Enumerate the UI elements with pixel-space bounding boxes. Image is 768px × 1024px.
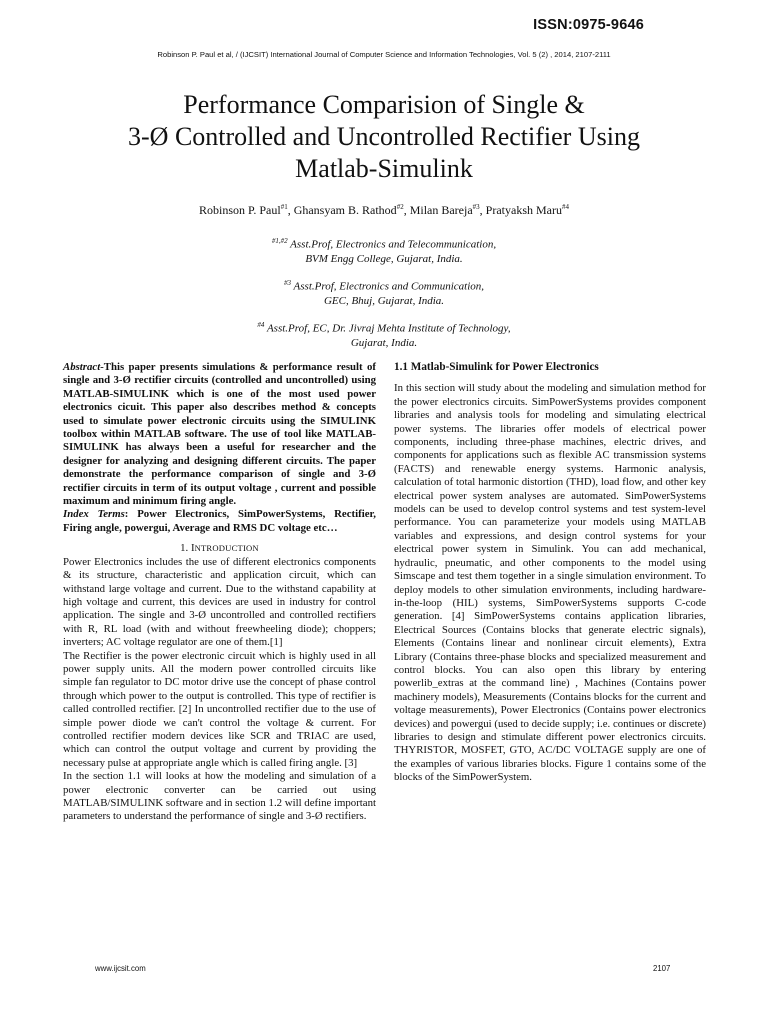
affiliation-mark: #1,#2 <box>271 237 288 245</box>
paragraph: Power Electronics includes the use of different electronics components & its structure, characteristic and application circuit, which can withstand large voltage and current. Due to the withstand capability at high voltage and current, this devices are used in industry for control application. The single and 3-Ø uncontrolled and controlled rectifiers with R, RL load (with and without freewheeling diode); choppers; inverters; AC voltage regulator are one of them.[1] <box>63 555 376 649</box>
paragraph: The Rectifier is the power electronic circuit which is highly used in all power supply units. All the modern power controlled circuits like simple fan regulator to DC motor drive use the concept of phase control through which power to the output is controlled. This type of rectifier is called controlled rectifier. [2] In uncontrolled rectifier due to the use of simple power diode we can't control the voltage & current. For controlled rectifier modern devices like SCR and TRIAC are used, which can control the output voltage and current by providing the necessary pulse at appropriate angle which is called firing angle. [3] <box>63 649 376 769</box>
affiliation-3 <box>0 318 768 350</box>
footer-website: www.ijcsit.com <box>95 964 146 973</box>
index-terms <box>63 508 376 535</box>
footer-page-number: 2107 <box>653 964 671 973</box>
index-terms-lead: Index Terms <box>63 508 125 521</box>
affiliation-line: Gujarat, India. <box>350 336 418 349</box>
author-mark: #2 <box>396 203 404 211</box>
section-heading: 1.1 Matlab-Simulink for Power Electronics <box>394 361 599 373</box>
abstract-lead: Abstract- <box>63 361 104 373</box>
affiliation-line: BVM Engg College, Gujarat, India. <box>305 252 463 265</box>
left-column <box>63 361 376 824</box>
affiliation-line: GEC, Bhuj, Gujarat, India. <box>323 294 445 307</box>
paragraph: In the section 1.1 will looks at how the modeling and simulation of a power electronic converter can be carried out using MATLAB/SIMULINK software and in section 1.2 will define important parameters to understand the performance of single and 3-Ø rectifiers. <box>63 770 376 823</box>
author-list <box>0 203 768 218</box>
title-line-2: 3-Ø Controlled and Uncontrolled Rectifier Using <box>128 122 640 151</box>
issn-label: ISSN:0975-9646 <box>533 17 644 33</box>
affiliation-2 <box>0 276 768 308</box>
author-name: Robinson P. Paul <box>199 203 281 217</box>
right-column <box>394 361 706 785</box>
running-header: Robinson P. Paul et al, / (IJCSIT) International Journal of Computer Science and Information Technologies, Vol. 5 (2) , 2014, 2107-2111 <box>157 50 611 59</box>
author-separator: , <box>287 203 294 217</box>
title-line-3: Matlab-Simulink <box>295 154 473 183</box>
affiliation-mark: #3 <box>284 279 291 287</box>
author-name: Milan Bareja <box>409 203 473 217</box>
author-name: Pratyaksh Maru <box>485 203 562 217</box>
paper-title <box>40 89 728 185</box>
author-separator: , <box>403 203 410 217</box>
introduction-heading: 1. INTRODUCTION <box>180 542 259 555</box>
affiliation-line: Asst.Prof, EC, Dr. Jivraj Mehta Institute of Technology, <box>264 322 511 335</box>
title-line-1: Performance Comparision of Single & <box>183 90 585 119</box>
abstract-text: This paper presents simulations & performance result of single and 3-Ø rectifier circuits (controlled and uncontrolled) using MATLAB-SIMULINK which is one of the most used power electronics cicuit. This paper also describes method & concepts used to simulate power electronic circuits using the SIMULINK toolbox within MATLAB software. The use of tool like MATLAB-SIMULINK has always been a useful for researcher and the designer for analyzing and designing different circuits. The paper demonstrate the performance comparison of single and 3-Ø rectifier circuits in term of its output voltage , current and possible maximum and minimum firing angle. <box>63 361 376 508</box>
index-terms-text: : Power Electronics, SimPowerSystems, Rectifier, Firing angle, powergui, Average and RMS DC voltage etc… <box>63 508 376 534</box>
author-mark: #4 <box>562 203 569 211</box>
author-mark: #3 <box>472 203 480 211</box>
affiliation-line: Asst.Prof, Electronics and Telecommunication, <box>287 238 497 251</box>
paragraph: In this section will study about the modeling and simulation method for the power electronics circuits. SimPowerSystems provides component libraries and analysis tools for modeling and simulating electrical power systems. The libraries offer models of electrical power components, including three-phase machines, electric drives, and components for applications such as flexible AC transmission systems (FACTS) and renewable energy systems. Harmonic analysis, calculation of total harmonic distortion (THD), load flow, and other key electrical power system analyses are automated. SimPowerSystems models can be used to develop control systems and test system-level performance. You can parameterize your models using MATLAB variables and expressions, and design control systems for your electrical power system in Simulink. You can add mechanical, hydraulic, pneumatic, and other components to the model using Simscape and test them together in a single simulation environment. To deploy models to other simulation environments, including hardware-in-the-loop (HIL) systems, SimPowerSystems supports C-code generation. [4] SimPowerSystems contains application libraries, Electrical Sources (Contains blocks that generate electric signals), Elements (Contains linear and nonlinear circuit elements), Extra Library (Contains three-phase blocks and specialized measurement and control blocks. You can also open this library by entering powerlib_extras at the command line) , Machines (Contains power machinery models), Measurements (Contains blocks for the current and voltage measurements), Power Electronics (Contains power electronics devices) and powergui (used to decide supply; i.e. continues or discrete) libraries to design and stimulate different power electronics circuits. THYRISTOR, MOSFET, GTO, AC/DC VOLTAGE supply are one of the examples of various libraries blocks. Figure 1 contains some of the blocks of the SimPowerSystem. <box>394 382 706 784</box>
affiliation-line: Asst.Prof, Electronics and Communication, <box>291 280 484 293</box>
author-name: Ghansyam B. Rathod <box>293 203 397 217</box>
author-separator: , <box>479 203 486 217</box>
affiliation-mark: #4 <box>257 321 265 329</box>
abstract <box>63 361 376 508</box>
author-mark: #1 <box>280 203 288 211</box>
affiliation-1 <box>0 234 768 266</box>
